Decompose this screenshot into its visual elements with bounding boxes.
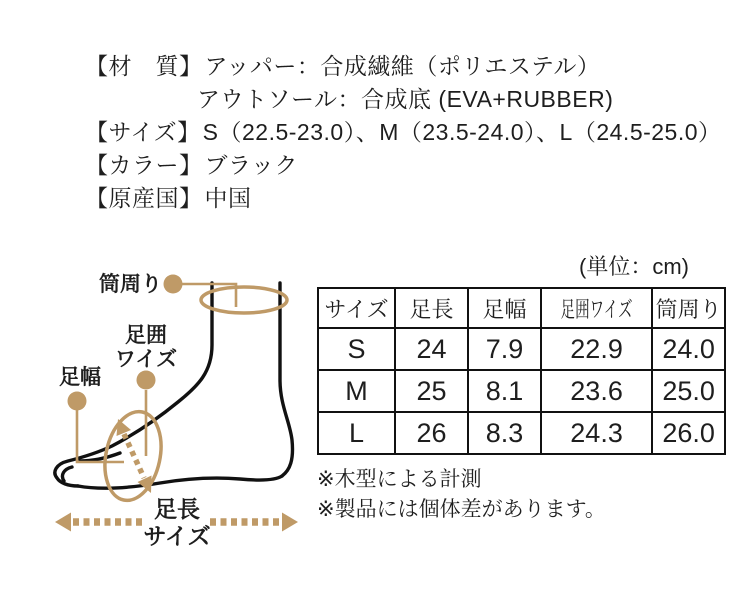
header-cell-foot-width	[468, 288, 541, 328]
cell-l-size: L	[318, 412, 395, 454]
cell-m-shaft-girth: 25.0	[652, 370, 725, 412]
table-row-l	[318, 412, 725, 454]
toe-curl-line	[62, 467, 72, 481]
spec-line-color	[85, 149, 722, 182]
spec-line-material	[85, 50, 722, 83]
cell-l-ball-girth: 24.3	[541, 412, 652, 454]
label-foot-width: 足幅	[59, 366, 101, 389]
unit-note: (単位：cm)	[579, 254, 689, 279]
label-ball-girth-line1: 足囲	[125, 324, 167, 347]
spec-list	[85, 50, 722, 215]
material-upper-value: アッパー：合成繊維（ポリエステル）	[204, 53, 601, 79]
cell-s-foot-length: 24	[395, 328, 468, 370]
cell-s-foot-width: 7.9	[468, 328, 541, 370]
spec-line-material-outsole	[85, 83, 722, 116]
cell-m-ball-girth: 23.6	[541, 370, 652, 412]
shaft-girth-dot	[164, 275, 183, 294]
foot-length-arrowhead-left	[55, 513, 71, 532]
foot-measurement-diagram	[40, 250, 320, 570]
spec-line-size	[85, 116, 722, 149]
note-individual-variation: ※製品には個体差があります。	[317, 498, 606, 521]
header-text-foot-length: 足長	[409, 296, 454, 322]
table-row-m	[318, 370, 725, 412]
cell-s-shaft-girth: 24.0	[652, 328, 725, 370]
ball-width-arrow-line	[124, 434, 144, 478]
cell-s-ball-girth: 22.9	[541, 328, 652, 370]
label-foot-length-line1: 足長	[154, 496, 200, 522]
ball-girth-dot	[137, 371, 156, 390]
ball-width-arrowhead-top	[117, 419, 132, 436]
header-cell-ball-girth	[541, 288, 652, 328]
origin-label: 【原産国】	[85, 185, 203, 211]
cell-m-foot-width: 8.1	[468, 370, 541, 412]
table-row-s	[318, 328, 725, 370]
header-cell-foot-length	[395, 288, 468, 328]
cell-l-shaft-girth: 26.0	[652, 412, 725, 454]
foot-width-dot	[68, 392, 87, 411]
note-measurement-method: ※木型による計測	[317, 468, 482, 491]
material-outsole-value: アウトソール：合成底 (EVA+RUBBER)	[197, 86, 614, 112]
label-shaft-girth: 筒周り	[99, 273, 162, 296]
material-label: 【材 質】	[85, 53, 203, 79]
cell-s-size: S	[318, 328, 395, 370]
header-cell-size	[318, 288, 395, 328]
spec-line-origin	[85, 182, 722, 215]
header-text-foot-width: 足幅	[482, 296, 527, 322]
label-ball-girth-line2: ワイズ	[114, 348, 178, 371]
color-value: ブラック	[204, 152, 299, 178]
header-text-size: サイズ	[324, 296, 389, 322]
cell-m-foot-length: 25	[395, 370, 468, 412]
cell-m-size: M	[318, 370, 395, 412]
header-cell-shaft-girth	[652, 288, 725, 328]
foot-outline-heel	[280, 283, 293, 476]
foot-length-arrowhead-right	[282, 513, 298, 532]
origin-value: 中国	[204, 185, 252, 211]
table-header-row	[318, 288, 725, 328]
color-label: 【カラー】	[85, 152, 203, 178]
size-value: S（22.5-23.0）、M（23.5-24.0）、L（24.5-25.0）	[202, 119, 722, 145]
size-label: 【サイズ】	[85, 119, 201, 145]
cell-l-foot-length: 26	[395, 412, 468, 454]
label-foot-length-line2: サイズ	[143, 523, 211, 549]
header-text-shaft-girth: 筒周り	[655, 296, 722, 322]
cell-l-foot-width: 8.3	[468, 412, 541, 454]
table-notes	[317, 465, 606, 525]
header-text-ball-girth: 足囲ワイズ	[560, 296, 633, 322]
size-table	[317, 287, 726, 455]
shaft-girth-ellipse	[201, 287, 287, 313]
